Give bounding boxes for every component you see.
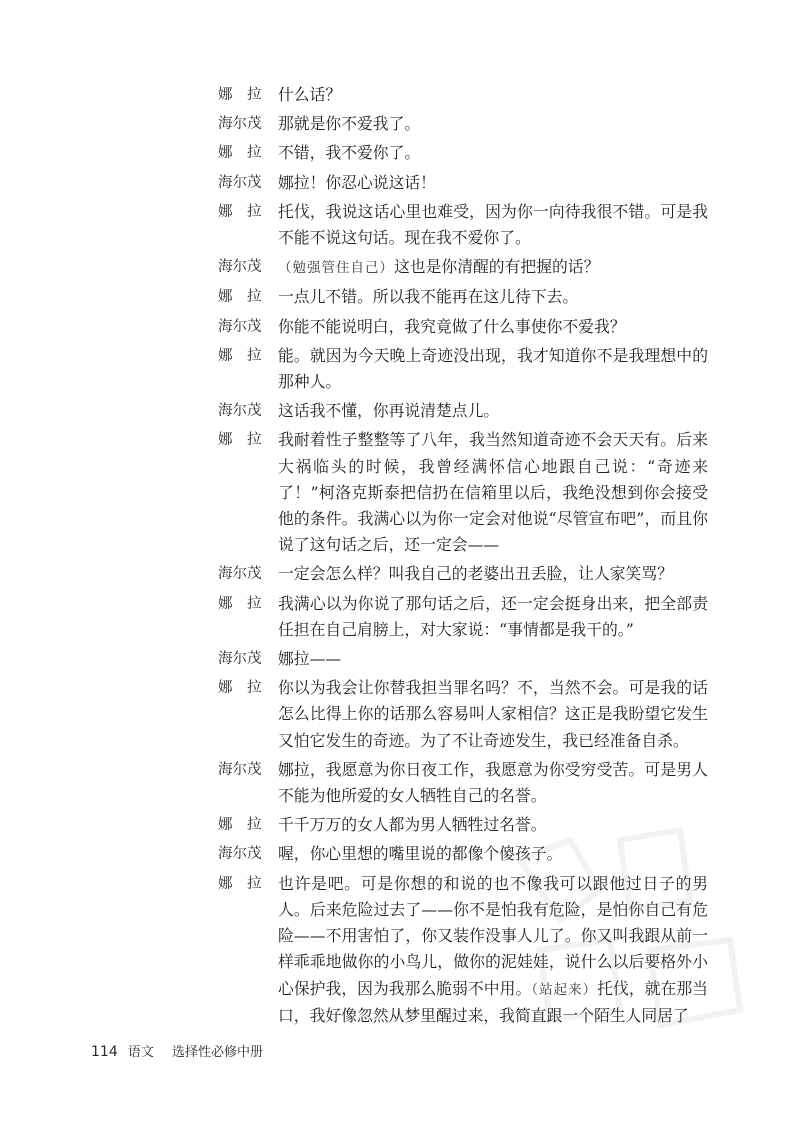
speech-text [278,841,708,867]
speech-content: 那就是你不爱我了。 [278,114,421,134]
speech-text [278,111,708,137]
speech-content: 一定会怎么样？叫我自己的老婆出丑丢脸，让人家笑骂？ [278,564,673,584]
dialogue-line [218,757,708,809]
speech-content: 喔，你心里想的嘴里说的都像个傻孩子。 [278,844,563,864]
speaker-name: 海尔茂 [218,566,262,583]
dialogue-line [218,314,708,340]
dialogue-line [218,111,708,137]
speaker-name: 海尔茂 [218,761,262,778]
dialogue-line [218,343,708,395]
speech-text [278,675,708,754]
speaker-name: 娜 拉 [218,595,262,612]
dialogue-line [218,646,708,672]
page-number: 114 [91,1044,118,1060]
speech-text [278,199,708,251]
speaker-name: 娜 拉 [218,145,262,162]
dialogue-line [218,812,708,838]
speaker-name: 海尔茂 [218,174,262,191]
speech-text [278,314,708,340]
speaker-name: 娜 拉 [218,87,262,103]
dialogue-line [218,284,708,310]
dialogue-line [218,591,708,643]
book-title: 选择性必修中册 [172,1045,264,1060]
speech-content: 你以为我会让你替我担当罪名吗？不，当然不会。可是我的话怎么比得上你的话那么容易叫人家相信？这正是我盼望它发生又怕它发生的奇迹。为了不让奇迹发生，我已经准备自杀。 [278,678,708,750]
speaker-name: 娜 拉 [218,432,262,449]
dialogue-block [218,82,708,1032]
speech-content: 一点儿不错。所以我不能再在这儿待下去。 [278,287,579,307]
speech-text [278,561,708,587]
speech-content: 娜拉！你忍心说这话！ [278,172,436,192]
speaker-name: 海尔茂 [218,403,262,420]
speaker-name: 娜 拉 [218,680,262,697]
speech-content-continued: 托伐，就在那当口，我好像忽然从梦里醒过来，我简直跟一个陌生人同居了 [278,978,708,1025]
speaker-name: 海尔茂 [218,318,262,335]
speech-content: 这话我不懂，你再说清楚点儿。 [278,401,500,421]
speaker-name: 娜 拉 [218,817,262,834]
dialogue-line [218,841,708,867]
speaker-name: 海尔茂 [218,846,262,863]
speech-text [278,284,708,310]
speech-content: 这也是你清醒的有把握的话？ [394,257,600,277]
dialogue-line [218,675,708,754]
speech-content: 千千万万的女人都为男人牺牲过名誉。 [278,815,547,835]
speech-text [278,812,708,838]
dialogue-line [218,254,708,281]
speaker-name: 海尔茂 [218,259,262,276]
speech-text [278,170,708,196]
speaker-name: 娜 拉 [218,203,262,220]
speaker-name: 娜 拉 [218,347,262,364]
speech-content: 不错，我不爱你了。 [278,143,421,163]
speaker-name: 海尔茂 [218,116,262,133]
dialogue-line [218,561,708,587]
page-footer [91,1041,263,1060]
stage-direction: （站起来） [531,981,598,998]
dialogue-line [218,140,708,166]
speech-text [278,140,708,166]
stage-direction: （勉强管住自己） [278,260,394,277]
speech-content: 你能不能说明白，我究竟做了什么事使你不爱我？ [278,316,626,336]
speech-text [278,591,708,643]
speech-content: 我满心以为你说了那句话之后，还一定会挺身出来，把全部责任担在自己肩膀上，对大家说：“事情都是我干的。” [278,593,708,639]
dialogue-line [218,871,708,1029]
dialogue-line [218,427,708,558]
speech-content: 能。就因为今天晚上奇迹没出现，我才知道你不是我理想中的那种人。 [278,345,708,392]
subject-label: 语文 [127,1045,154,1060]
speech-content: 娜拉—— [278,649,342,669]
speech-content: 娜拉，我愿意为你日夜工作，我愿意为你受穷受苦。可是男人不能为他所爱的女人牺牲自己的名誉。 [278,759,708,806]
speech-text [278,427,708,558]
speech-content: 我耐着性子整整等了八年，我当然知道奇迹不会天天有。后来大祸临头的时候，我曾经满怀信心地跟自己说：“奇迹来了！”柯洛克斯泰把信扔在信箱里以后，我绝没想到你会接受他的条件。我满心以为你一定会对他说“尽管宣布吧”，而且你说了这句话之后，还一定会—— [278,430,708,555]
speech-text [278,82,708,108]
speech-text [278,871,708,1029]
speaker-name: 娜 拉 [218,875,262,892]
dialogue-line [218,199,708,251]
dialogue-line [218,82,708,108]
dialogue-line [218,398,708,424]
speech-text [278,757,708,809]
speech-content: 什么话？ [278,85,342,104]
speech-content: 也许是吧。可是你想的和说的也不像我可以跟他过日子的男人。后来危险过去了——你不是怕我有危险，是怕你自己有危险——不用害怕了，你又装作没事人儿了。你又叫我跟从前一样乖乖地做你的小鸟儿，做你的泥娃娃，说什么以后要格外小心保护我，因为我那么脆弱不中用。 [278,873,708,998]
speech-text [278,398,708,424]
speech-text [278,646,708,672]
speech-content: 托伐，我说这话心里也难受，因为你一向待我很不错。可是我不能不说这句话。现在我不爱你了。 [278,201,708,248]
speech-text [278,343,708,395]
dialogue-line [218,170,708,196]
speaker-name: 海尔茂 [218,651,262,668]
speaker-name: 娜 拉 [218,289,262,306]
speech-text [278,254,708,281]
